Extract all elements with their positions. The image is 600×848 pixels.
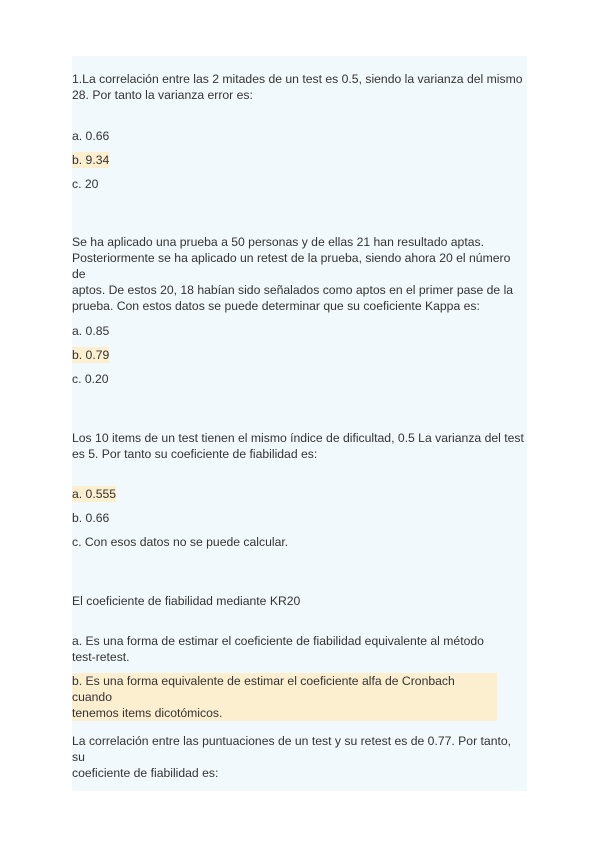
question-4-text: El coeficiente de fiabilidad mediante KR20	[72, 594, 301, 608]
content-area	[72, 56, 527, 791]
question-1-option-c[interactable]: c. 20	[72, 177, 99, 191]
question-2-text: Se ha aplicado una prueba a 50 personas y de ellas 21 han resultado aptas. Posteriormente se ha aplicado un retest de la prueba, siendo ahora 20 el número de aptos. De estos 20, 18 habían sido señalados como aptos en el primer pase de la prueba. Con estos datos se puede determinar que su coeficiente Kappa es:	[72, 235, 514, 313]
question-3-option-a[interactable]: a. 0.555	[72, 487, 117, 501]
question-2-option-b[interactable]: b. 0.79	[72, 348, 110, 362]
question-4-option-a[interactable]: a. Es una forma de estimar el coeficiente de fiabilidad equivalente al método test-retest.	[72, 634, 484, 664]
question-5-text: La correlación entre las puntuaciones de un test y su retest es de 0.77. Por tanto, su coeficiente de fiabilidad es:	[72, 734, 512, 780]
question-2-option-a[interactable]: a. 0.85	[72, 324, 110, 338]
question-3-text: Los 10 items de un test tienen el mismo índice de dificultad, 0.5 La varianza del test es 5. Por tanto su coeficiente de fiabilidad es:	[72, 431, 524, 461]
question-3-option-b[interactable]: b. 0.66	[72, 511, 110, 525]
question-1-text: 1.La correlación entre las 2 mitades de un test es 0.5, siendo la varianza del mismo 28. Por tanto la varianza error es:	[72, 72, 523, 102]
question-2-option-c[interactable]: c. 0.20	[72, 372, 109, 386]
question-1-option-b[interactable]: b. 9.34	[72, 153, 110, 167]
question-4-option-b[interactable]: b. Es una forma equivalente de estimar el coeficiente alfa de Cronbach cuando tenemos items dicotómicos.	[72, 673, 497, 721]
question-1-option-a[interactable]: a. 0.66	[72, 129, 110, 143]
question-3-option-c[interactable]: c. Con esos datos no se puede calcular.	[72, 535, 289, 549]
